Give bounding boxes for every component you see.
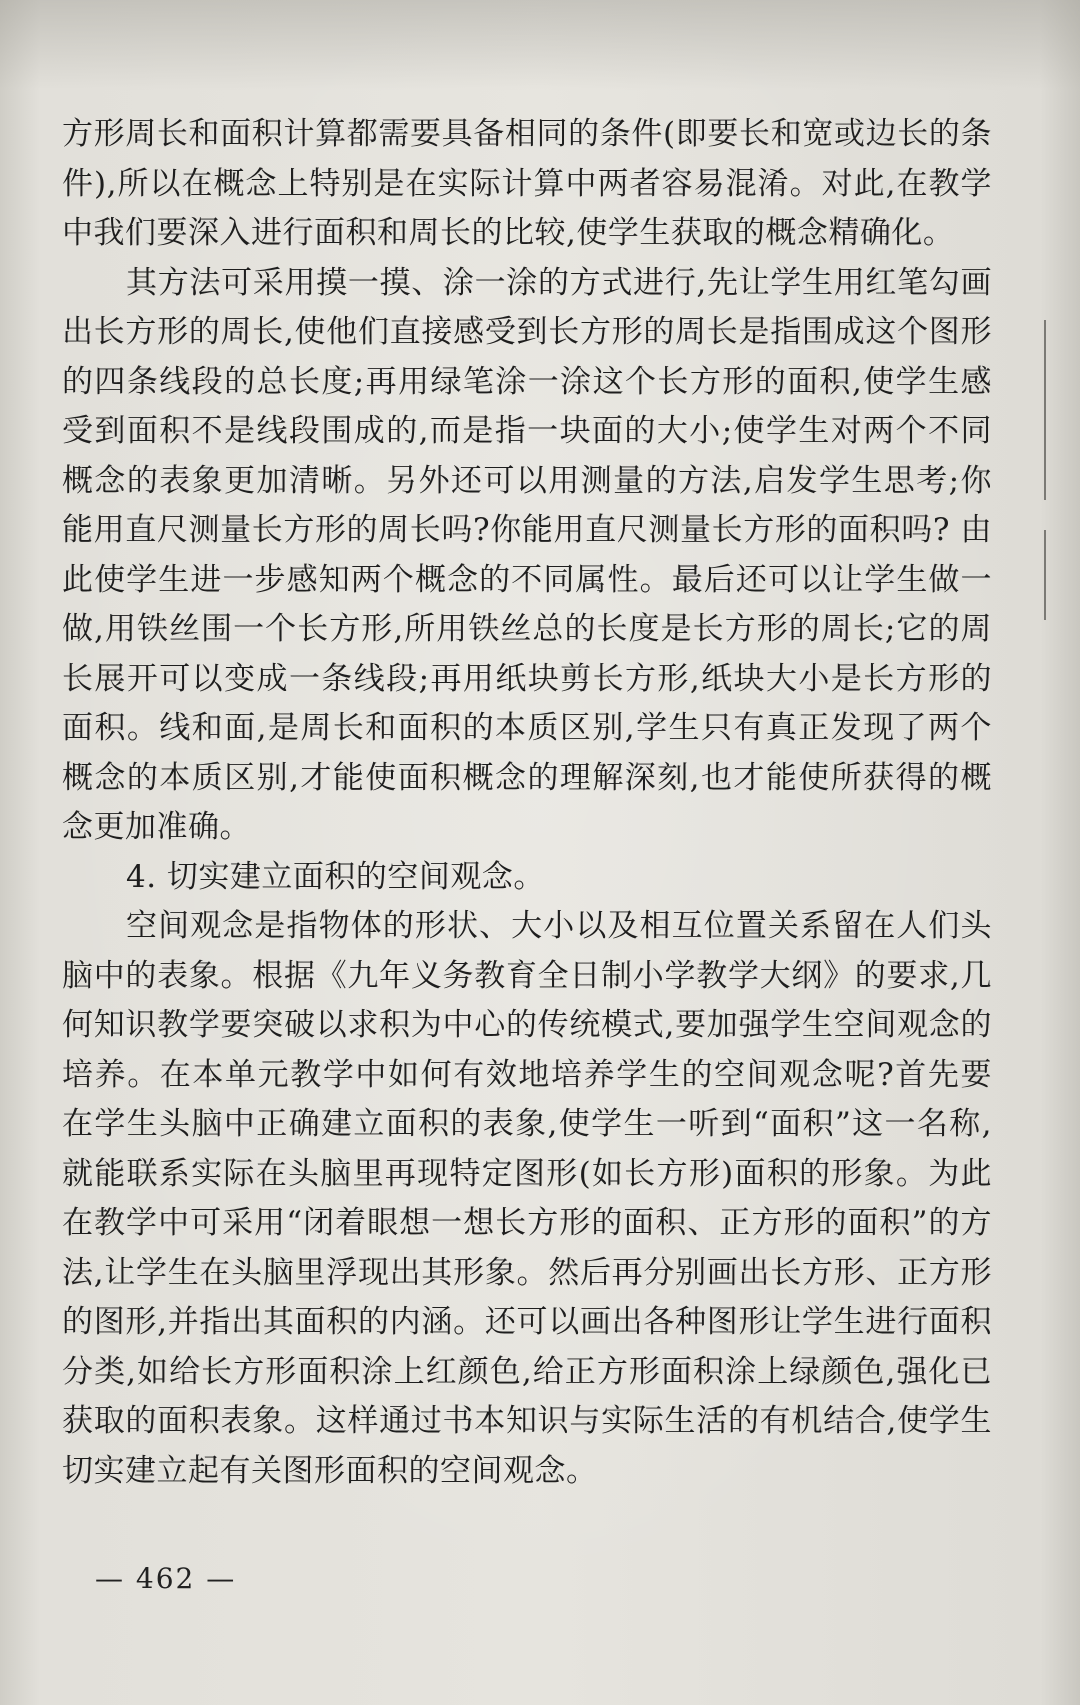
scan-shadow	[0, 0, 1080, 90]
paragraph-continuation: 方形周长和面积计算都需要具备相同的条件(即要长和宽或边长的条件),所以在概念上特别是在实际计算中两者容易混淆。对此,在教学中我们要深入进行面积和周长的比较,使学生获取的概念精确化。	[62, 116, 992, 251]
body-text	[62, 110, 992, 1496]
paragraph-spatial-concept: 空间观念是指物体的形状、大小以及相互位置关系留在人们头脑中的表象。根据《九年义务教育全日制小学教学大纲》的要求,几何知识教学要突破以求积为中心的传统模式,要加强学生空间观念的培养。在本单元教学中如何有效地培养学生的空间观念呢?首先要在学生头脑中正确建立面积的表象,使学生一听到“面积”这一名称,就能联系实际在头脑里再现特定图形(如长方形)面积的形象。为此在教学中可采用“闭着眼想一想长方形的面积、正方形的面积”的方法,让学生在头脑里浮现出其形象。然后再分别画出长方形、正方形的图形,并指出其面积的内涵。还可以画出各种图形让学生进行面积分类,如给长方形面积涂上红颜色,给正方形面积涂上绿颜色,强化已获取的面积表象。这样通过书本知识与实际生活的有机结合,使学生切实建立起有关图形面积的空间观念。	[62, 908, 992, 1489]
paragraph-method: 其方法可采用摸一摸、涂一涂的方式进行,先让学生用红笔勾画出长方形的周长,使他们直接感受到长方形的周长是指围成这个图形的四条线段的总长度;再用绿笔涂一涂这个长方形的面积,使学生感受到面积不是线段围成的,而是指一块面的大小;使学生对两个不同概念的表象更加清晰。另外还可以用测量的方法,启发学生思考;你能用直尺测量长方形的周长吗?你能用直尺测量长方形的面积吗? 由此使学生进一步感知两个概念的不同属性。最后还可以让学生做一做,用铁丝围一个长方形,所用铁丝总的长度是长方形的周长;它的周长展开可以变成一条线段;再用纸块剪长方形,纸块大小是长方形的面积。线和面,是周长和面积的本质区别,学生只有真正发现了两个概念的本质区别,才能使面积概念的理解深刻,也才能使所获得的概念更加准确。	[62, 264, 992, 845]
page-number: — 462 —	[95, 1562, 237, 1595]
section-heading: 4. 切实建立面积的空间观念。	[126, 858, 545, 895]
margin-rule-mark	[1044, 320, 1046, 500]
margin-rule-mark	[1044, 530, 1046, 620]
